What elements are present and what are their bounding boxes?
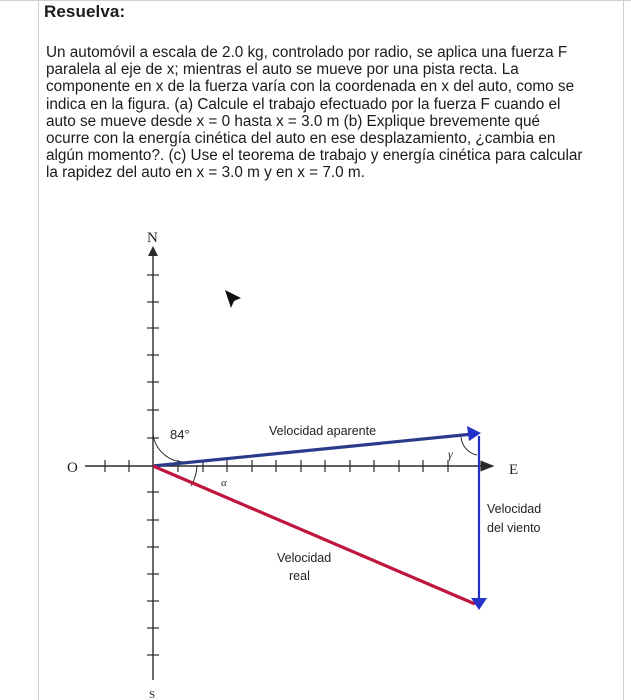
real-velocity-vector: [153, 466, 475, 604]
wind-velocity-label-line2: del viento: [487, 521, 541, 535]
real-velocity-label-line2: real: [289, 569, 310, 583]
page-right-border: [623, 0, 624, 700]
wind-velocity-label-line1: Velocidad: [487, 502, 542, 516]
page-top-border: [0, 0, 631, 1]
apparent-velocity-vector: [153, 434, 473, 466]
real-velocity-label-line1: Velocidad: [277, 551, 332, 565]
problem-statement: Un automóvil a escala de 2.0 kg, controlado por radio, se aplica una fuerza F paralela al eje de x; mientras el auto se mueve por una pista recta. La componente en x de la fuerza varía con la coordenada en x del auto, como se indica en la figura. (a) Calcule el trabajo efectuado por la fuerza F cuando el auto se mueve desde x = 0 hasta x = 3.0 m (b) Explique brevemente qué ocurre con la energía cinética del auto en ese desplazamiento, ¿cambia en algún momento?. (c) Use el teorema de trabajo y energía cinética para calcular la rapidez del auto en x = 3.0 m y en x = 7.0 m.: [46, 44, 583, 182]
north-label: N: [147, 230, 158, 246]
south-label: S: [149, 689, 156, 700]
alpha-label: α: [221, 477, 227, 489]
cursor-arrow-icon: [225, 290, 241, 308]
west-label: O: [67, 460, 78, 476]
angle-84-label: 84°: [170, 427, 190, 442]
north-arrowhead: [148, 246, 158, 256]
east-label: E: [509, 462, 519, 478]
gamma-label: γ: [448, 447, 453, 461]
heading: Resuelva:: [44, 2, 126, 21]
apparent-velocity-label: Velocidad aparente: [269, 424, 377, 438]
vector-figure: [57, 210, 605, 700]
page-left-border: [38, 0, 39, 700]
